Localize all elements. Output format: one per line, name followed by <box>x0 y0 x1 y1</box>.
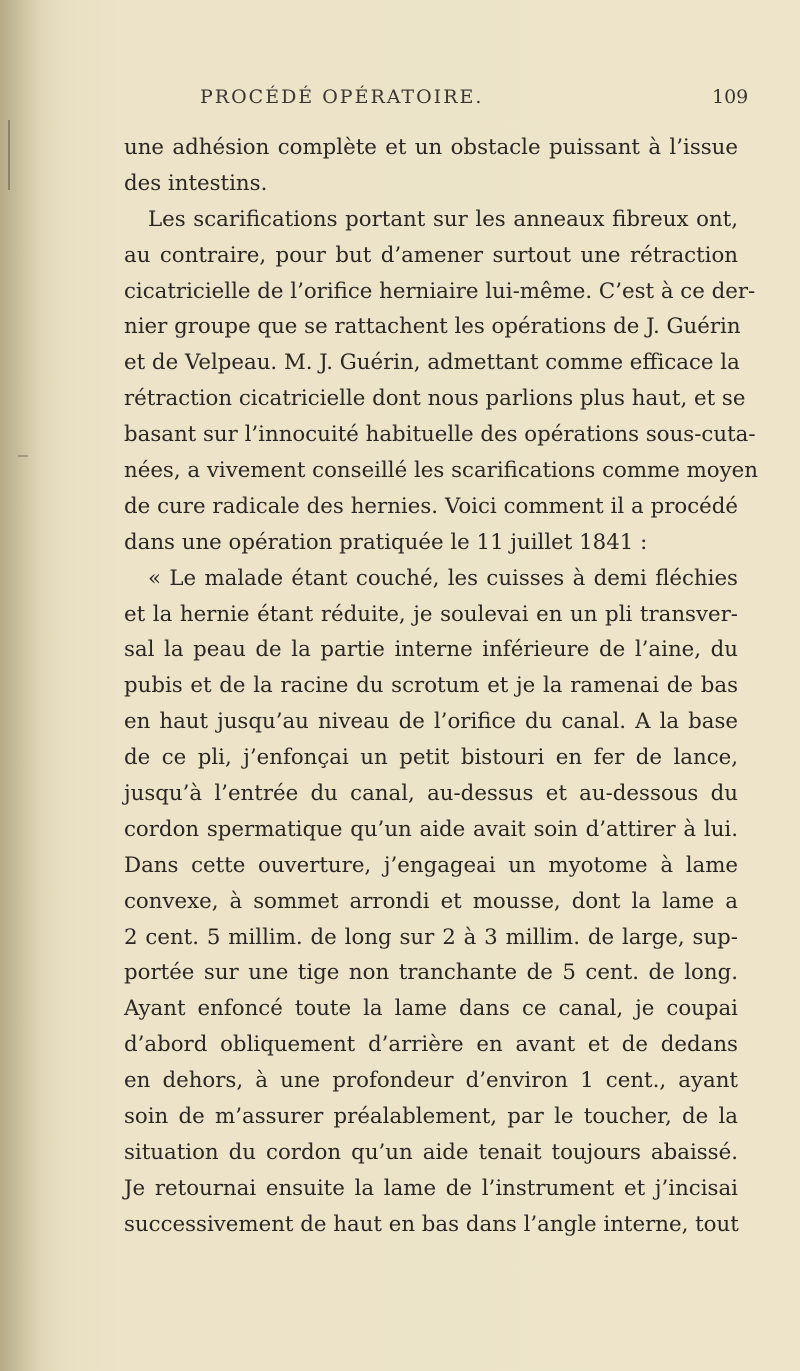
page-gutter-shadow <box>0 0 40 1371</box>
text-line: cordon spermatique qu’un aide avait soin d’attirer à lui. <box>124 816 738 842</box>
running-title: PROCÉDÉ OPÉRATOIRE. <box>200 86 484 108</box>
text-line: pubis et de la racine du scrotum et je la ramenai de bas <box>124 673 738 699</box>
text-line: Dans cette ouverture, j’engageai un myotome à lame <box>124 852 738 878</box>
margin-rule <box>8 120 10 190</box>
text-line: rétraction cicatricielle dont nous parlions plus haut, et se <box>124 386 746 412</box>
text-line: Ayant enfoncé toute la lame dans ce canal, je coupai <box>124 996 738 1022</box>
text-line: de ce pli, j’enfonçai un petit bistouri en fer de lance, <box>124 745 738 771</box>
text-line: basant sur l’innocuité habituelle des opérations sous-cuta- <box>124 422 756 448</box>
text-line: successivement de haut en bas dans l’angle interne, tout <box>124 1211 739 1237</box>
text-line: Les scarifications portant sur les anneaux fibreux ont, <box>148 206 738 232</box>
text-line: au contraire, pour but d’amener surtout une rétraction <box>124 242 738 268</box>
text-line: et la hernie étant réduite, je soulevai en un pli transver- <box>124 601 738 627</box>
margin-mark <box>18 455 28 457</box>
text-line: Je retournai ensuite la lame de l’instrument et j’incisai <box>124 1175 738 1201</box>
text-line: en dehors, à une profondeur d’environ 1 cent., ayant <box>124 1068 738 1094</box>
text-line: « Le malade étant couché, les cuisses à demi fléchies <box>148 565 738 591</box>
text-line: jusqu’à l’entrée du canal, au-dessus et au-dessous du <box>124 781 738 807</box>
page-number: 109 <box>712 86 749 108</box>
text-line: en haut jusqu’au niveau de l’orifice du canal. A la base <box>124 709 738 735</box>
text-line: et de Velpeau. M. J. Guérin, admettant comme efficace la <box>124 350 740 376</box>
text-line: une adhésion complète et un obstacle puissant à l’issue <box>124 135 738 160</box>
body-text <box>124 130 758 1243</box>
text-line: 2 cent. 5 millim. de long sur 2 à 3 millim. de large, sup- <box>124 924 738 950</box>
text-line: dans une opération pratiquée le 11 juillet 1841 : <box>124 529 648 555</box>
text-line: des intestins. <box>124 170 268 196</box>
text-line: nier groupe que se rattachent les opérations de J. Guérin <box>124 314 741 340</box>
text-line: de cure radicale des hernies. Voici comment il a procédé <box>124 493 738 519</box>
text-line: convexe, à sommet arrondi et mousse, dont la lame a <box>124 888 738 914</box>
text-line: portée sur une tige non tranchante de 5 cent. de long. <box>124 960 738 986</box>
text-line: sal la peau de la partie interne inférieure de l’aine, du <box>124 637 738 663</box>
text-line: situation du cordon qu’un aide tenait toujours abaissé. <box>124 1139 738 1165</box>
text-line: nées, a vivement conseillé les scarifications comme moyen <box>124 458 758 484</box>
text-line: soin de m’assurer préalablement, par le toucher, de la <box>124 1104 738 1130</box>
text-line: cicatricielle de l’orifice herniaire lui-même. C’est à ce der- <box>124 278 756 304</box>
text-line: d’abord obliquement d’arrière en avant et de dedans <box>124 1032 738 1058</box>
